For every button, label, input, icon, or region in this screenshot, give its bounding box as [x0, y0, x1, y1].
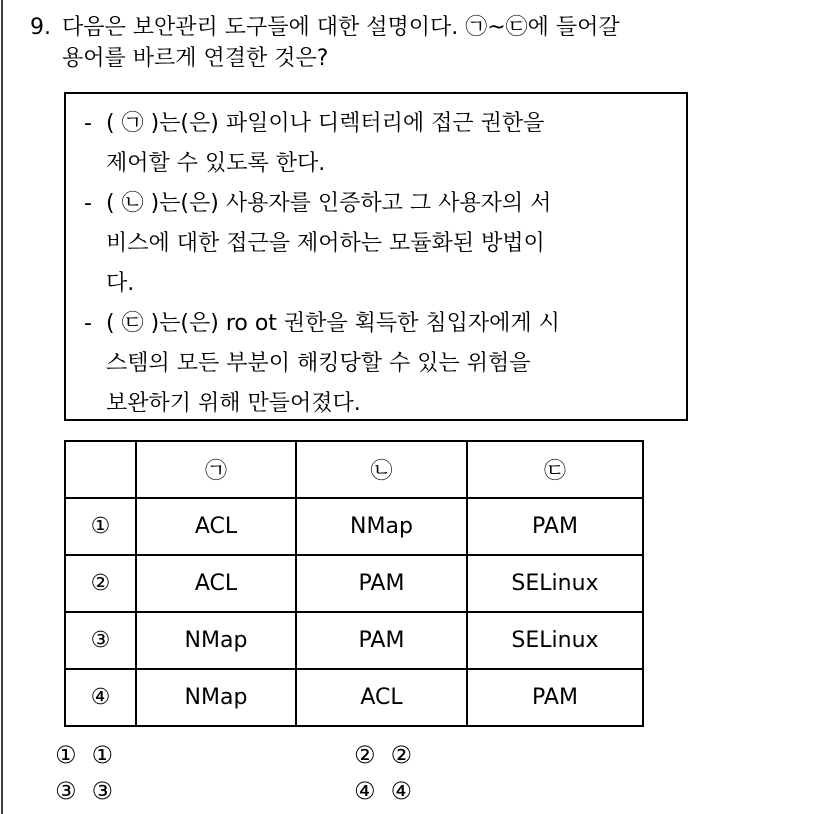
table-cell: ACL [296, 669, 467, 726]
question-text-line: 다음은 보안관리 도구들에 대한 설명이다. ㉠~㉢에 들어갈 [62, 15, 620, 40]
question-number: 9. [30, 15, 51, 40]
description-text: 다. [106, 271, 135, 296]
table-cell: NMap [136, 669, 296, 726]
table-header-cell: ㉠ [136, 441, 296, 498]
description-text: 제어할 수 있도록 한다. [106, 151, 326, 176]
choice-label: ② [390, 741, 413, 769]
choice-label: ① [91, 741, 114, 769]
question-text-line: 용어를 바르게 연결한 것은? [62, 46, 329, 71]
question-text [62, 12, 620, 74]
table-header-cell [65, 441, 136, 498]
choice-label: ④ [390, 777, 413, 805]
table-header-row [65, 441, 643, 498]
description-line [84, 384, 686, 424]
description-box [64, 92, 688, 421]
description-line [84, 304, 686, 344]
choice-label: ③ [91, 777, 114, 805]
description-text: 보완하기 위해 만들어졌다. [106, 391, 361, 416]
table-row [65, 612, 643, 669]
row-number: ③ [65, 612, 136, 669]
table-cell: PAM [296, 555, 467, 612]
table-cell: NMap [296, 498, 467, 555]
description-line [84, 344, 686, 384]
table-cell: ACL [136, 498, 296, 555]
table-header-cell: ㉢ [467, 441, 643, 498]
row-number: ① [65, 498, 136, 555]
table-row [65, 669, 643, 726]
choice-marker: ③ [55, 777, 77, 805]
choice-option-1[interactable] [55, 741, 113, 769]
row-number: ② [65, 555, 136, 612]
table-row [65, 498, 643, 555]
description-line [84, 264, 686, 304]
table-cell: PAM [296, 612, 467, 669]
table-cell: ACL [136, 555, 296, 612]
choice-option-2[interactable] [354, 741, 412, 769]
choice-marker: ④ [354, 777, 376, 805]
column-rule-divider [1, 0, 3, 814]
choice-option-3[interactable] [55, 777, 113, 805]
table-header-cell: ㉡ [296, 441, 467, 498]
table-row [65, 555, 643, 612]
answer-table [64, 440, 644, 727]
description-text: 스템의 모든 부분이 해킹당할 수 있는 위험을 [106, 351, 531, 376]
description-text: ( ㉡ )는(은) 사용자를 인증하고 그 사용자의 서 [106, 191, 552, 216]
table-cell: NMap [136, 612, 296, 669]
table-cell: SELinux [467, 555, 643, 612]
choice-marker: ① [55, 741, 77, 769]
description-line [84, 184, 686, 224]
description-text: 비스에 대한 접근을 제어하는 모듈화된 방법이 [106, 231, 545, 256]
description-line [84, 104, 686, 144]
bullet-dash: - [84, 191, 92, 216]
row-number: ④ [65, 669, 136, 726]
question-header [30, 12, 620, 74]
table-cell: SELinux [467, 612, 643, 669]
description-line [84, 144, 686, 184]
table-cell: PAM [467, 669, 643, 726]
description-line [84, 224, 686, 264]
description-text: ( ㉠ )는(은) 파일이나 디렉터리에 접근 권한을 [106, 111, 545, 136]
bullet-dash: - [84, 311, 92, 336]
description-text: ( ㉢ )는(은) ro ot 권한을 획득한 침입자에게 시 [106, 311, 560, 336]
choice-option-4[interactable] [354, 777, 412, 805]
bullet-dash: - [84, 111, 92, 136]
choice-marker: ② [354, 741, 376, 769]
table-cell: PAM [467, 498, 643, 555]
